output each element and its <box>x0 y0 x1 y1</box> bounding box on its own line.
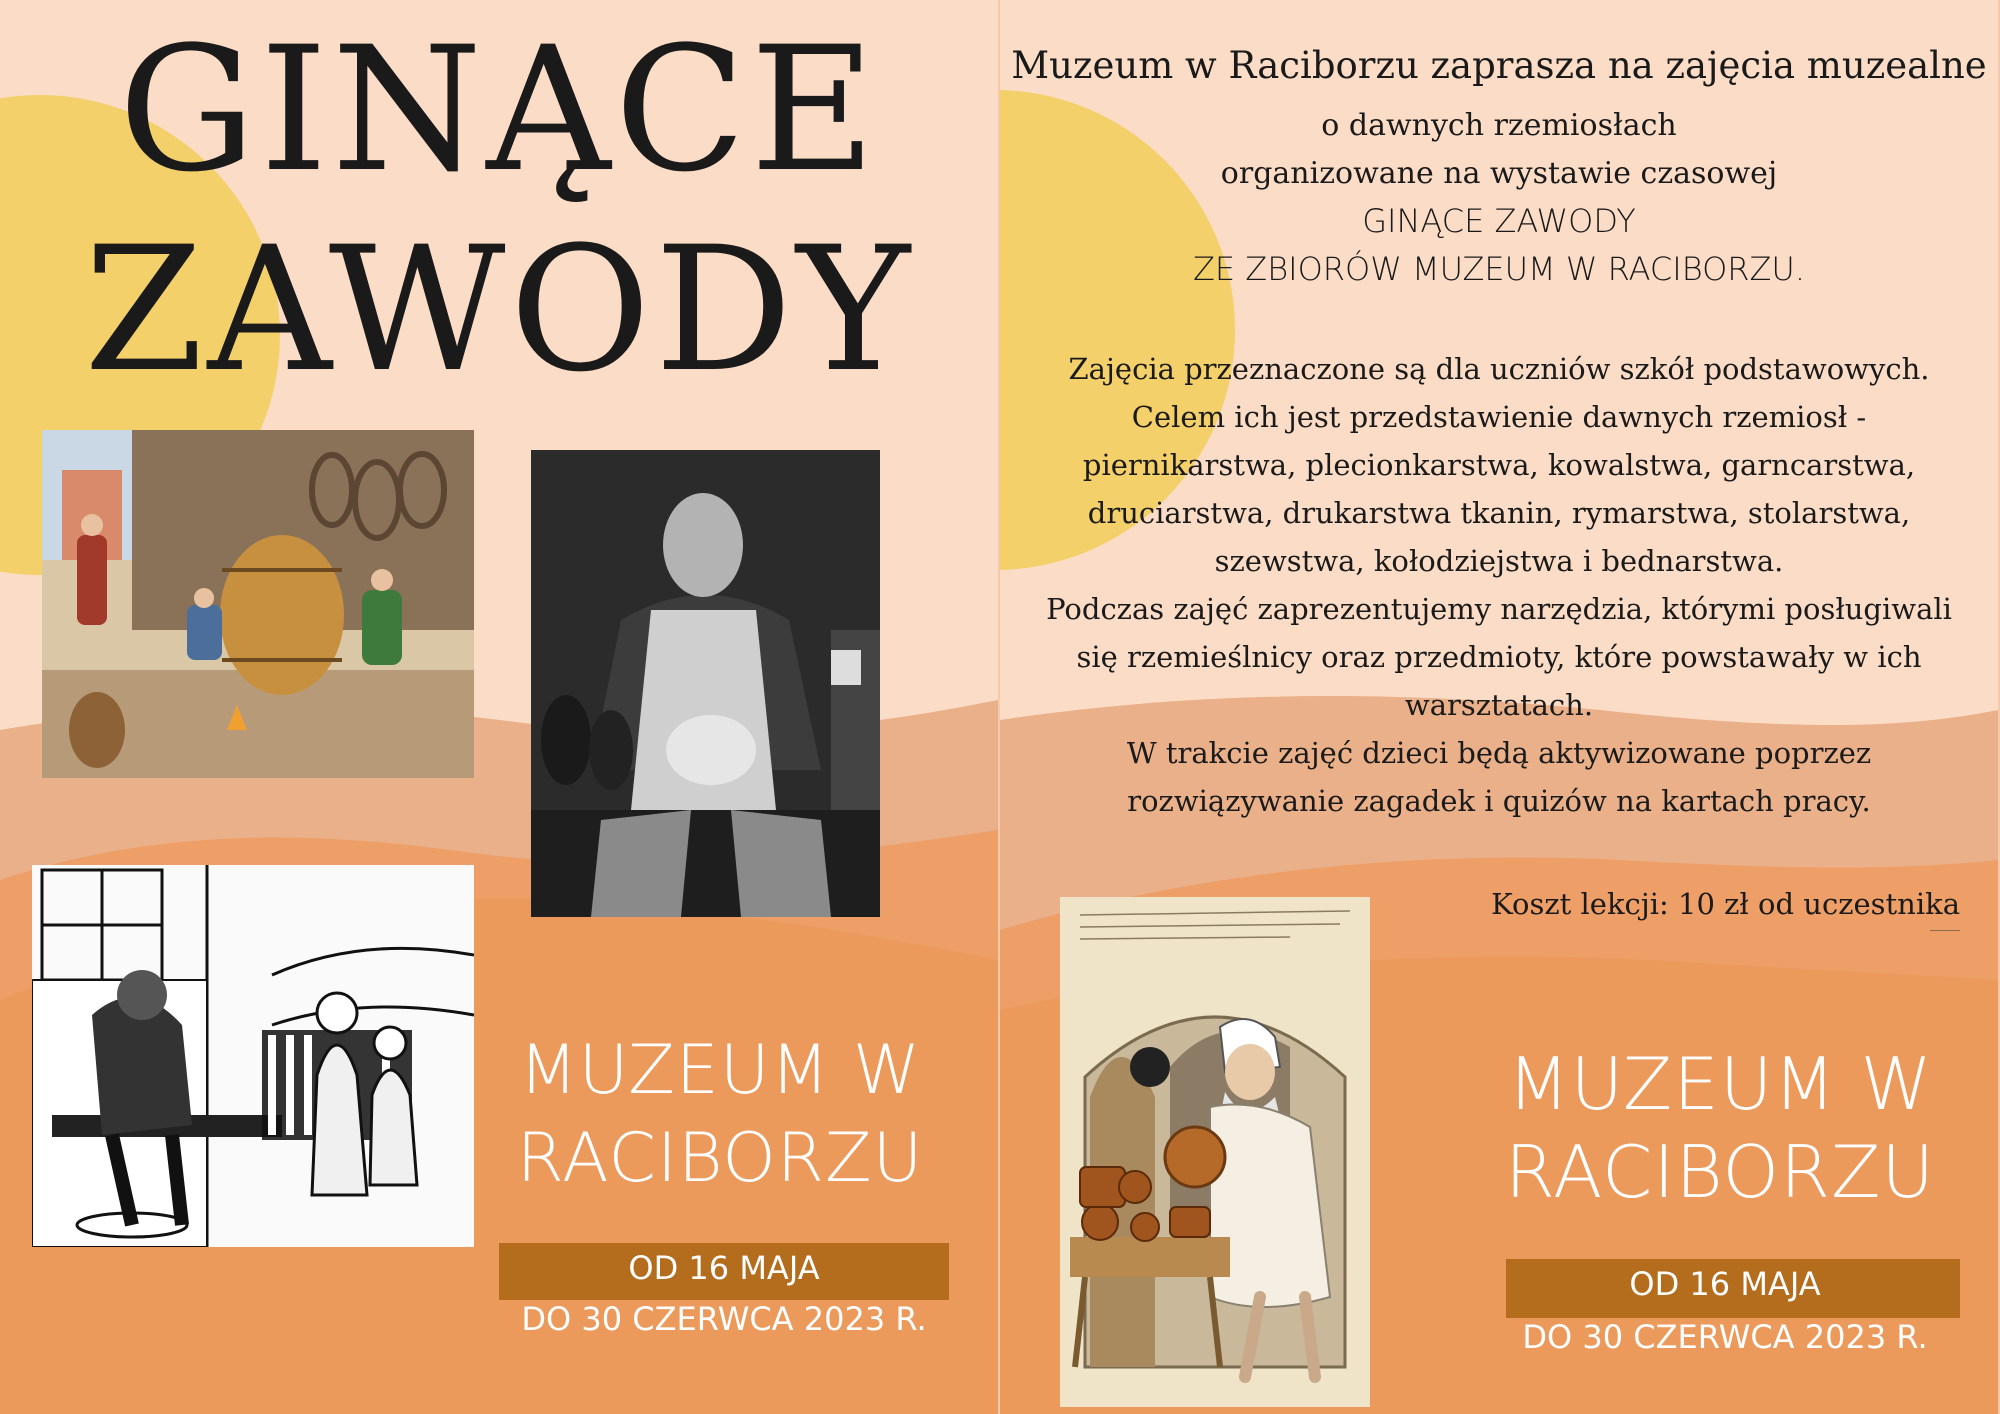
body-line-1: Zajęcia przeznaczone są dla uczniów szkół podstawowych. <box>1068 352 1930 386</box>
cobbler-with-children-drawing <box>32 865 474 1247</box>
body-line-4: druciarstwa, drukarstwa tkanin, rymarstwa, stolarstwa, <box>1087 496 1911 530</box>
lesson-cost: Koszt lekcji: 10 zł od uczestnika <box>1491 887 1960 921</box>
date-to: DO 30 CZERWCA 2023 R. <box>521 1300 927 1338</box>
poster-right <box>1000 0 1998 1414</box>
date-from: OD 16 MAJA <box>1629 1265 1821 1303</box>
exhibition-title-line-1: GINĄCE ZAWODY <box>1362 202 1636 240</box>
title-line-2: ZAWODY <box>84 209 914 410</box>
cost-underline <box>1930 930 1960 931</box>
cooper-workshop-illustration <box>42 430 474 778</box>
body-line-2: Celem ich jest przedstawienie dawnych rzemiosł - <box>1131 400 1867 434</box>
intro-line-1: Muzeum w Raciborzu zaprasza na zajęcia muzealne <box>1011 44 1987 87</box>
intro-line-2: o dawnych rzemiosłach <box>1321 108 1677 143</box>
body-line-9: W trakcie zajęć dzieci będą aktywizowane poprzez <box>1126 736 1872 770</box>
potter-at-wheel-photo <box>531 450 880 917</box>
title-line-1: GINĄCE <box>118 9 880 210</box>
poster-left <box>0 0 998 1414</box>
date-to: DO 30 CZERWCA 2023 R. <box>1522 1318 1928 1356</box>
body-line-10: rozwiązywanie zagadek i quizów na kartach pracy. <box>1127 784 1871 818</box>
museum-name-line-1: MUZEUM W <box>1507 1042 1933 1126</box>
body-line-8: warsztatach. <box>1404 688 1594 722</box>
gingerbread-baker-manuscript <box>1060 897 1370 1407</box>
museum-name-line-1: MUZEUM W <box>518 1031 922 1110</box>
body-line-6: Podczas zajęć zaprezentujemy narzędzia, którymi posługiwali <box>1046 592 1952 626</box>
body-line-7: się rzemieślnicy oraz przedmioty, które powstawały w ich <box>1076 640 1922 674</box>
body-line-5: szewstwa, kołodziejstwa i bednarstwa. <box>1214 544 1784 578</box>
museum-name-line-2: RACIBORZU <box>516 1119 924 1198</box>
exhibition-title-line-2: ZE ZBIORÓW MUZEUM W RACIBORZU. <box>1192 250 1806 288</box>
museum-name-line-2: RACIBORZU <box>1504 1130 1936 1214</box>
intro-line-3: organizowane na wystawie czasowej <box>1220 156 1778 191</box>
date-from: OD 16 MAJA <box>628 1249 820 1287</box>
body-line-3: piernikarstwa, plecionkarstwa, kowalstwa, garncarstwa, <box>1082 448 1916 482</box>
